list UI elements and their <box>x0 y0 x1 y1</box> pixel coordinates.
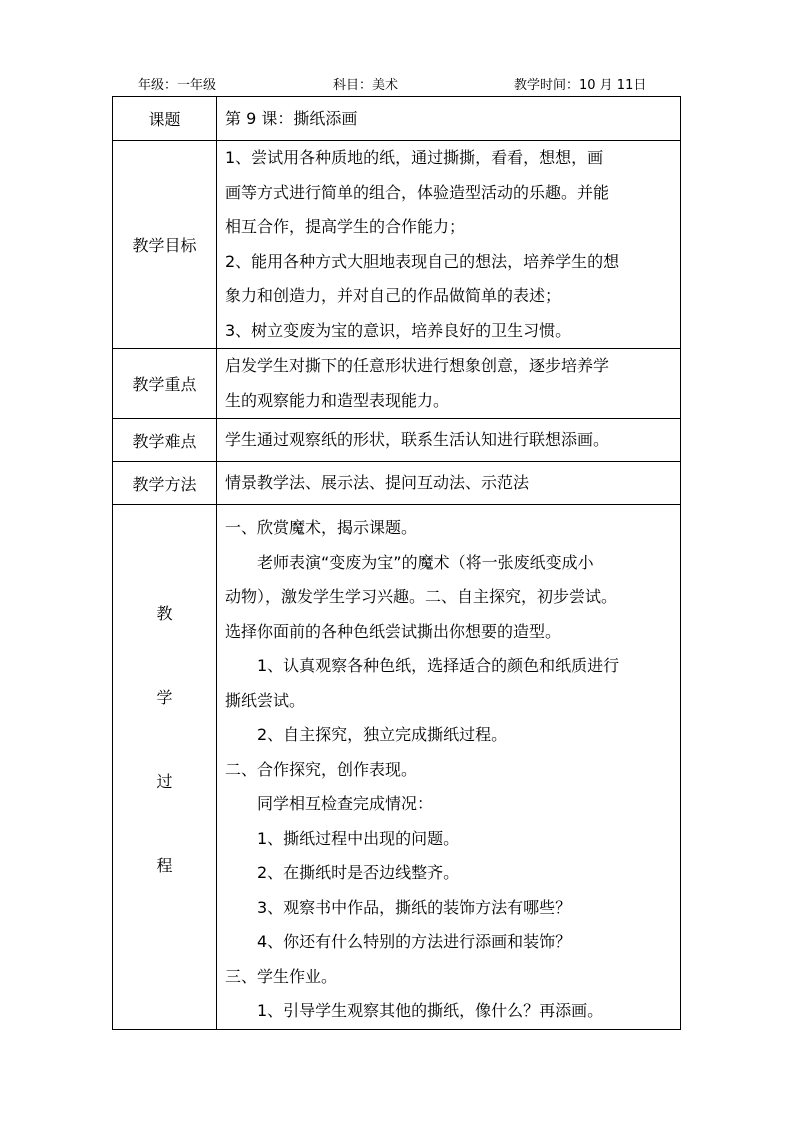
process-line: 动物），激发学生学习兴趣。二、自主探究，初步尝试。 <box>225 587 618 606</box>
lesson-plan-table <box>112 96 681 1030</box>
goals-content <box>217 141 681 349</box>
process-line: 1、撕纸过程中出现的问题。 <box>257 828 460 848</box>
topic-value <box>217 97 681 141</box>
process-line: 选择你面前的各种色纸尝试撕出你想要的造型。 <box>225 621 562 641</box>
process-line: 三、学生作业。 <box>225 966 338 986</box>
subject-label: 科目：美术 <box>333 78 399 93</box>
key-points-label: 教学重点 <box>113 349 217 419</box>
difficulty-row <box>113 419 681 462</box>
process-line: 3、观察书中作品，撕纸的装饰方法有哪些？ <box>257 897 572 917</box>
method-value <box>217 462 681 505</box>
process-line: 老师表演“变废为宝”的魔术（将一张废纸变成小 <box>257 552 594 572</box>
method-label: 教学方法 <box>113 462 217 505</box>
process-line: 同学相互检查完成情况： <box>257 794 434 813</box>
goals-line: 3、树立变废为宝的意识，培养良好的卫生习惯。 <box>225 320 572 340</box>
goals-line: 1、尝试用各种质地的纸，通过撕撕，看看，想想，画 <box>225 148 604 167</box>
goals-line: 相互合作，提高学生的合作能力； <box>225 217 466 236</box>
process-label-char: 程 <box>156 855 173 875</box>
process-line: 2、自主探究，独立完成撕纸过程。 <box>257 725 508 744</box>
process-label-char: 教 <box>156 603 173 623</box>
goals-row <box>113 141 681 349</box>
key-points-line: 启发学生对撕下的任意形状进行想象创意，逐步培养学 <box>225 356 610 375</box>
topic-text: 第 9 课：撕纸添画 <box>225 108 358 128</box>
topic-row <box>113 97 681 141</box>
key-points-content <box>217 349 681 419</box>
process-line: 二、合作探究，创作表现。 <box>225 759 418 779</box>
process-label-char: 过 <box>156 771 173 791</box>
key-points-row <box>113 349 681 419</box>
goals-line: 象力和创造力，并对自己的作品做简单的表述； <box>225 286 562 305</box>
process-line: 1、引导学生观察其他的撕纸，像什么？再添画。 <box>257 1001 604 1020</box>
process-line: 1、认真观察各种色纸，选择适合的颜色和纸质进行 <box>257 656 620 675</box>
goals-line: 2、能用各种方式大胆地表现自己的想法，培养学生的想 <box>225 251 620 271</box>
process-line: 撕纸尝试。 <box>225 690 306 710</box>
process-line: 一、欣赏魔术，揭示课题。 <box>225 518 418 537</box>
process-line: 2、在撕纸时是否边线整齐。 <box>257 863 460 882</box>
goals-label: 教学目标 <box>113 141 217 349</box>
teaching-date-label: 教学时间：10 月 11日 <box>514 78 647 93</box>
process-label-char: 学 <box>156 687 173 707</box>
difficulty-label: 教学难点 <box>113 419 217 462</box>
process-line: 4、你还有什么特别的方法进行添画和装饰？ <box>257 932 572 951</box>
method-row <box>113 462 681 505</box>
process-row <box>113 505 681 1030</box>
goals-line: 画等方式进行简单的组合，体验造型活动的乐趣。并能 <box>225 182 610 202</box>
page-header <box>112 74 682 94</box>
key-points-line: 生的观察能力和造型表现能力。 <box>225 390 450 410</box>
grade-label: 年级：一年级 <box>138 78 217 93</box>
method-text: 情景教学法、展示法、提问互动法、示范法 <box>225 473 530 492</box>
process-content <box>217 505 681 1030</box>
process-label <box>113 505 217 1030</box>
process-label-stack <box>113 599 216 935</box>
difficulty-value <box>217 419 681 462</box>
difficulty-text: 学生通过观察纸的形状，联系生活认知进行联想添画。 <box>225 430 610 449</box>
topic-label: 课题 <box>113 97 217 141</box>
